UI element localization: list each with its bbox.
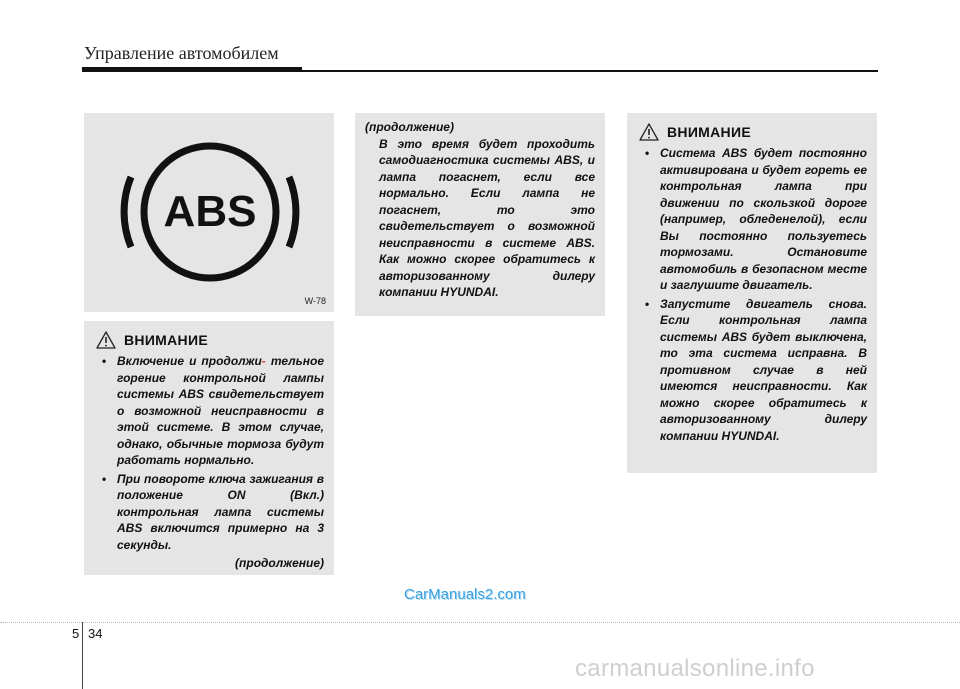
abs-figure [84, 113, 334, 312]
figure-code: W-78 [304, 296, 326, 306]
warning-title: ВНИМАНИЕ [124, 332, 208, 348]
warning-title: ВНИМАНИЕ [667, 124, 751, 140]
site-watermark[interactable]: carmanualsonline.info [575, 655, 815, 682]
list-item: • Запустите двигатель снова. Если контрольная лампа системы ABS будет выключена, то эта система исправна. В противном случае в ней имеются неисправности. Как можно скорее обратитесь к авторизованному дилеру компании HYUNDAI. [645, 296, 867, 445]
continuation-heading: (продолжение) [365, 120, 454, 134]
warning-header [639, 123, 877, 141]
warning-list [627, 145, 877, 444]
chapter-number: 5 [72, 626, 80, 641]
continuation-box [355, 113, 605, 316]
warning-list [84, 353, 334, 553]
continuation-text: В это время будет проходить самодиагностика системы ABS, и лампа погаснет, если все нормально. Если лампа не погаснет, то это свидетельствует о возможной неисправности в системе ABS. Как можно скорее обратитесь к авторизованному дилеру компании HYUNDAI. [379, 136, 595, 299]
header-rule-thin [82, 70, 878, 72]
list-item: • Включение и продолжи- тельное горение контрольной лампы системы ABS свидетельствует о возможной неисправности в этой системе. В этом случае, однако, обычные тормоза будут работать нормально. [102, 353, 324, 469]
footer-divider [82, 622, 83, 689]
abs-badge-text: ABS [163, 187, 257, 236]
abs-warning-lamp-icon [84, 113, 334, 312]
page-header-title: Управление автомобилем [84, 43, 279, 63]
continued-label: (продолжение) [235, 556, 324, 570]
footer-rule [0, 622, 960, 623]
page-number: 34 [88, 626, 103, 641]
warning-triangle-icon [639, 123, 659, 141]
list-item: • Система ABS будет постоянно активирована и будет гореть ее контрольная лампа при движении по скользкой дороге (например, обледенелой), если Вы постоянно пользуетесь тормозами. Остановите автомобиль в безопасном месте и заглушите двигатель. [645, 145, 867, 294]
carmanuals-watermark[interactable]: CarManuals2.com [404, 586, 526, 603]
warning-triangle-icon [96, 331, 116, 349]
list-item: • При повороте ключа зажигания в положение ON (Вкл.) контрольная лампа системы ABS включится примерно на 3 секунды. [102, 471, 324, 554]
warning-box-right [627, 113, 877, 473]
warning-box-left [84, 321, 334, 575]
warning-header [96, 331, 334, 349]
